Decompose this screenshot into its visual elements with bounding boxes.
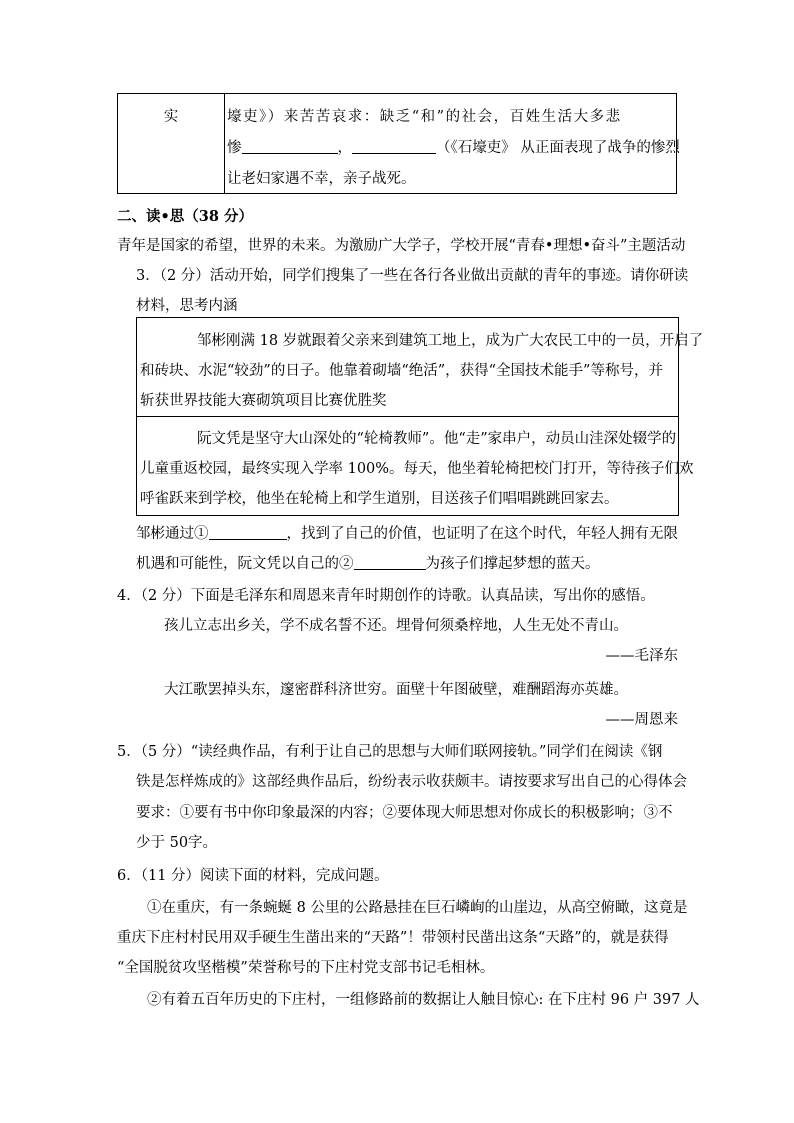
- box1-line-2: 和砖块、水泥“较劲”的日子。他靠着砌墙“绝活”，获得“全国技术能手”等称号，并: [140, 363, 663, 379]
- section-heading: 二、读•思（38 分）: [117, 208, 253, 225]
- box1-line-3: 斩获世界技能大赛砌筑项目比赛优胜奖: [140, 393, 387, 409]
- answer-blank-1[interactable]: [209, 524, 287, 540]
- q4-line-1: 4．（2 分）下面是毛泽东和周恩来青年时期创作的诗歌。认真品读，写出你的感悟。: [117, 588, 655, 604]
- blank-line-a[interactable]: [242, 138, 338, 154]
- table-line-2-suffix: （《石壕吏》 从正面表现了战争的惨烈: [436, 140, 680, 156]
- table-cell-content: [225, 94, 680, 194]
- q6-line-1: 6．（11 分）阅读下面的材料，完成问题。: [117, 868, 389, 884]
- q3-line-2: 材料，思考内涵: [136, 298, 238, 314]
- q6-para-2-line-1: ②有着五百年历史的下庄村，一组修路前的数据让人触目惊心: 在下庄村 96 户 397 人: [147, 992, 700, 1008]
- q5-line-3: 要求：①要有书中你印象最深的内容；②要体现大师思想对你成长的积极影响；③不: [136, 805, 673, 821]
- box-divider: [137, 416, 678, 417]
- table-line-1: 壕吏》）来苦苦哀求：缺乏“和”的社会，百姓生活大多悲: [227, 109, 622, 125]
- table-line-2-prefix: 惨: [227, 140, 242, 156]
- q3-answer-line-2: [136, 552, 600, 573]
- q3-answer-line-1: [136, 522, 678, 543]
- table-line-3: 让老妇家遇不幸，亲子战死。: [227, 171, 416, 187]
- q5-line-1: 5．（5 分）“读经典作品，有利于让自己的思想与大师们联网接轨。”同学们在阅读《钢: [117, 744, 663, 760]
- material-box: [136, 317, 704, 516]
- q3-answer-2-suffix: 为孩子们撑起梦想的蓝天。: [425, 556, 600, 572]
- table-cell-label-text: 实: [163, 109, 179, 125]
- box1-line-1: 邹彬刚满 18 岁就跟着父亲来到建筑工地上，成为广大农民工中的一员，开启了: [197, 333, 704, 349]
- q6-para-1-line-3: “全国脱贫攻坚楷模”荣誉称号的下庄村党支部书记毛相林。: [117, 960, 495, 976]
- q5-line-4: 少于 50字。: [136, 835, 218, 851]
- blank-line-b[interactable]: [352, 138, 436, 154]
- poem-2-author: ——周恩来: [605, 712, 678, 728]
- continuation-table: [117, 93, 680, 194]
- q3-answer-1-prefix: 邹彬通过①: [136, 526, 209, 542]
- poem-1-author: ——毛泽东: [605, 648, 678, 664]
- answer-blank-2[interactable]: [354, 554, 426, 570]
- table-line-2-mid: ，: [337, 140, 352, 156]
- box2-line-3: 呼雀跃来到学校，他坐在轮椅上和学生道别，目送孩子们唱唱跳跳回家去。: [140, 491, 619, 507]
- poem-1: 孩儿立志出乡关，学不成名誓不还。埋骨何须桑梓地，人生无处不青山。: [164, 618, 628, 634]
- table-line-2: [227, 136, 680, 157]
- q6-para-1-line-1: ①在重庆，有一条蜿蜒 8 公里的公路悬挂在巨石嶙峋的山崖边，从高空俯瞰，这竟是: [147, 900, 688, 916]
- section-intro: 青年是国家的希望，世界的未来。为激励广大学子，学校开展“青春•理想•奋斗”主题活动: [117, 238, 686, 254]
- box2-line-2: 儿童重返校园，最终实现入学率 100%。每天，他坐着轮椅把校门打开，等待孩子们欢: [140, 461, 694, 477]
- poem-2: 大江歌罢掉头东，邃密群科济世穷。面壁十年图破壁，难酬蹈海亦英雄。: [164, 682, 628, 698]
- q3-line-1: 3．（2 分）活动开始，同学们搜集了一些在各行各业做出贡献的青年的事迹。请你研读: [136, 268, 689, 284]
- box2-line-1: 阮文凭是坚守大山深处的“轮椅教师”。他“走”家串户，动员山洼深处辍学的: [197, 431, 677, 447]
- table-cell-label: [118, 94, 225, 194]
- q5-line-2: 铁是怎样炼成的》这部经典作品后，纷纷表示收获颇丰。请按要求写出自己的心得体会: [136, 774, 687, 790]
- q3-answer-2-prefix: 机遇和可能性，阮文凭以自己的②: [136, 556, 354, 572]
- q6-para-1-line-2: 重庆下庄村村民用双手硬生生凿出来的“天路”！带领村民凿出这条“天路”的，就是获得: [117, 930, 669, 946]
- q3-answer-1-suffix: ，找到了自己的价值，也证明了在这个时代，年轻人拥有无限: [286, 526, 678, 542]
